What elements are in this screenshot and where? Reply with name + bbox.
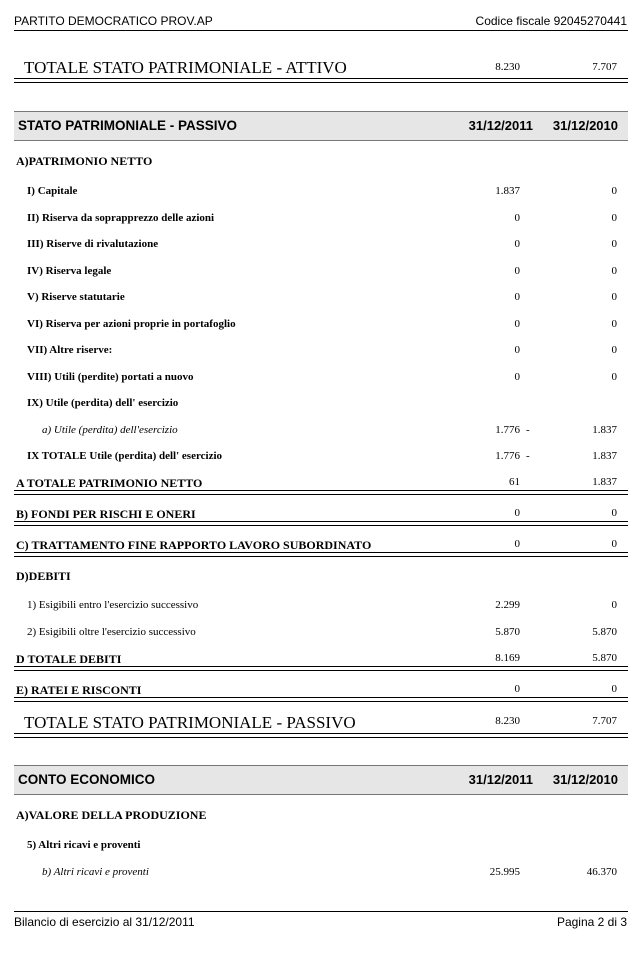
a-total-2011: 61 — [509, 476, 520, 488]
row-value-2011: 0 — [514, 238, 520, 250]
conto-col-2011: 31/12/2011 — [468, 772, 533, 787]
conto-header-band — [14, 765, 628, 795]
row-value-2010: 0 — [611, 318, 617, 330]
totale-attivo-2011: 8.230 — [495, 61, 520, 73]
footer-title: Bilancio di esercizio al 31/12/2011 — [14, 915, 195, 929]
c-rule — [14, 552, 628, 557]
footer-page: Pagina 2 di 3 — [556, 915, 627, 929]
row-value-2011: 0 — [514, 318, 520, 330]
passivo-col-2011: 31/12/2011 — [468, 118, 533, 133]
passivo-col-2010: 31/12/2010 — [552, 118, 618, 133]
totale-attivo-2010: 7.707 — [592, 61, 617, 73]
altri-ricavi-heading: 5) Altri ricavi e proventi — [27, 839, 141, 851]
ix-total-2011: 1.776 — [495, 450, 520, 462]
ix-total-2010: 1.837 — [592, 450, 617, 462]
ix-a-2010: 1.837 — [592, 424, 617, 436]
d-total-label: D TOTALE DEBITI — [16, 652, 122, 666]
row-value-2011: 0 — [514, 212, 520, 224]
row-label: VII) Altre riserve: — [27, 344, 113, 356]
conto-col-2010: 31/12/2010 — [552, 772, 618, 787]
row-value-2010: 0 — [611, 265, 617, 277]
totale-passivo-rule — [14, 733, 628, 738]
c-label: C) TRATTAMENTO FINE RAPPORTO LAVORO SUBORDINATO — [16, 538, 372, 552]
ix-a-2011: 1.776 — [495, 424, 520, 436]
c-2011: 0 — [514, 538, 520, 550]
d1-label: 1) Esigibili entro l'esercizio successivo — [27, 599, 199, 611]
b-label: B) FONDI PER RISCHI E ONERI — [16, 507, 196, 521]
b-2010: 0 — [611, 507, 617, 519]
row-value-2010: 0 — [611, 344, 617, 356]
a-total-label: A TOTALE PATRIMONIO NETTO — [16, 476, 203, 490]
ix-total-label: IX TOTALE Utile (perdita) dell' esercizio — [27, 450, 223, 462]
b-rule — [14, 521, 628, 526]
ix-a-label: a) Utile (perdita) dell'esercizio — [42, 424, 178, 436]
e-label: E) RATEI E RISCONTI — [16, 683, 142, 697]
altri-ricavi-b-label: b) Altri ricavi e proventi — [42, 866, 149, 878]
totale-passivo-label: TOTALE STATO PATRIMONIALE - PASSIVO — [24, 713, 356, 732]
d2-label: 2) Esigibili oltre l'esercizio successivo — [27, 626, 196, 638]
row-label: II) Riserva da soprapprezzo delle azioni — [27, 212, 215, 224]
totale-passivo-2010: 7.707 — [592, 715, 617, 727]
row-value-2010: 0 — [611, 212, 617, 224]
debiti-heading: D)DEBITI — [16, 569, 71, 583]
conto-title: CONTO ECONOMICO — [18, 772, 156, 787]
ix-total-sign: - — [526, 450, 530, 462]
totale-attivo-label: TOTALE STATO PATRIMONIALE - ATTIVO — [24, 58, 347, 77]
row-value-2011: 0 — [514, 291, 520, 303]
header-company: PARTITO DEMOCRATICO PROV.AP — [14, 14, 213, 28]
a-total-2010: 1.837 — [592, 476, 617, 488]
footer-rule — [14, 911, 628, 912]
row-value-2011: 1.837 — [495, 185, 520, 197]
header-tax-code: Codice fiscale 92045270441 — [475, 14, 627, 28]
passivo-title: STATO PATRIMONIALE - PASSIVO — [18, 118, 238, 133]
row-label: IV) Riserva legale — [27, 265, 112, 277]
row-value-2010: 0 — [611, 291, 617, 303]
header-rule — [14, 30, 628, 31]
totale-attivo-rule — [14, 78, 628, 83]
row-value-2010: 0 — [611, 238, 617, 250]
altri-ricavi-b-2010: 46.370 — [586, 866, 617, 878]
e-rule — [14, 697, 628, 702]
b-2011: 0 — [514, 507, 520, 519]
d-total-2011: 8.169 — [495, 652, 520, 664]
d-total-2010: 5.870 — [592, 652, 617, 664]
row-label: VIII) Utili (perdite) portati a nuovo — [27, 371, 194, 383]
row-label: III) Riserve di rivalutazione — [27, 238, 159, 250]
ix-a-sign: - — [526, 424, 530, 436]
patrimonio-netto-heading: A)PATRIMONIO NETTO — [16, 154, 153, 168]
valore-produzione-heading: A)VALORE DELLA PRODUZIONE — [16, 808, 207, 822]
altri-ricavi-b-2011: 25.995 — [489, 866, 520, 878]
d1-2011: 2.299 — [495, 599, 520, 611]
row-value-2011: 0 — [514, 265, 520, 277]
row-value-2011: 0 — [514, 371, 520, 383]
row-label: VI) Riserva per azioni proprie in portafoglio — [27, 318, 236, 330]
totale-passivo-2011: 8.230 — [495, 715, 520, 727]
d2-2011: 5.870 — [495, 626, 520, 638]
d1-2010: 0 — [611, 599, 617, 611]
row-value-2011: 0 — [514, 344, 520, 356]
row-value-2010: 0 — [611, 371, 617, 383]
ix-heading: IX) Utile (perdita) dell' esercizio — [27, 397, 179, 409]
row-label: V) Riserve statutarie — [27, 291, 125, 303]
e-2011: 0 — [514, 683, 520, 695]
a-total-rule — [14, 490, 628, 495]
c-2010: 0 — [611, 538, 617, 550]
row-label: I) Capitale — [27, 185, 78, 197]
row-value-2010: 0 — [611, 185, 617, 197]
passivo-header-band — [14, 111, 628, 141]
e-2010: 0 — [611, 683, 617, 695]
d-total-rule — [14, 666, 628, 671]
d2-2010: 5.870 — [592, 626, 617, 638]
